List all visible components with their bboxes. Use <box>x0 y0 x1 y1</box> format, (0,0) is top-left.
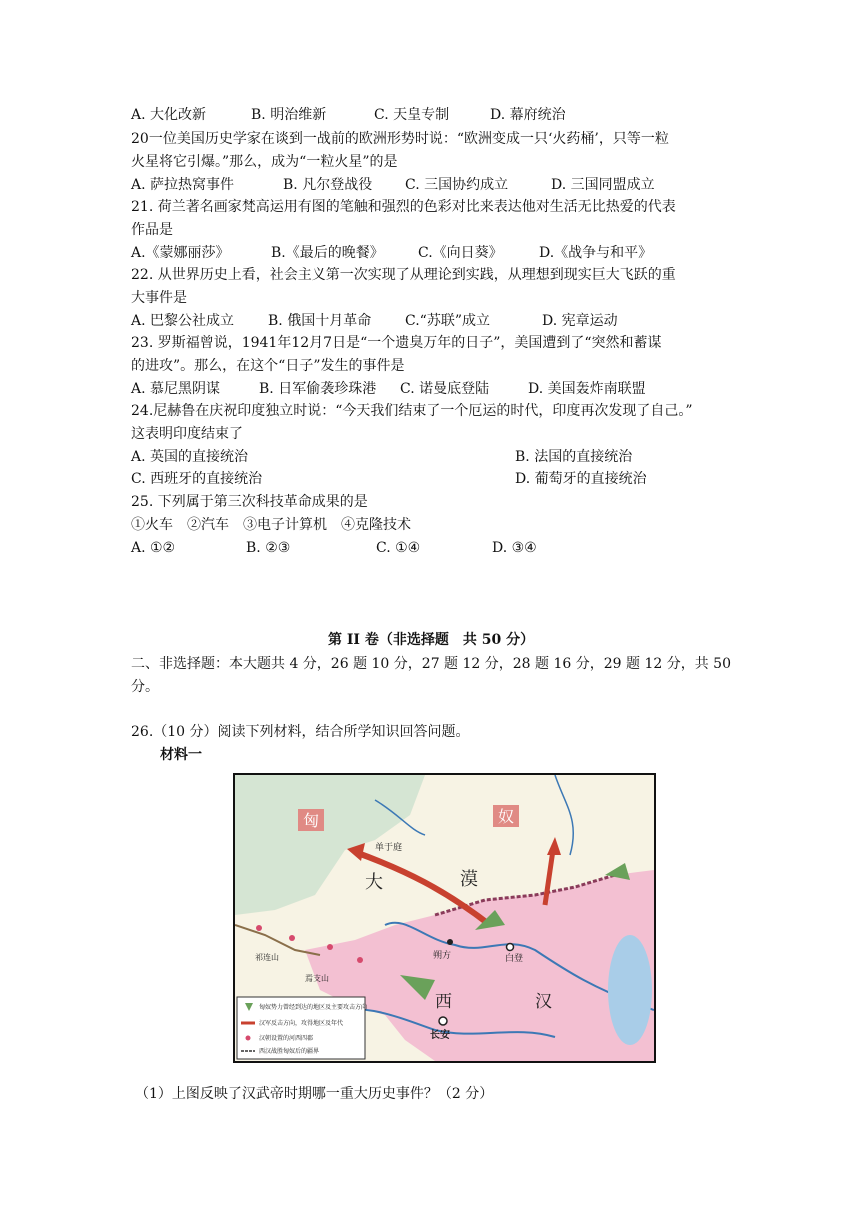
question-25-items: ①火车 ②汽车 ③电子计算机 ④克隆技术 <box>131 517 411 533</box>
option-d: D. ③④ <box>492 540 537 556</box>
city-baideng <box>507 944 514 951</box>
option-b: B. 俄国十月革命 <box>268 313 372 329</box>
part-2-title: 第 II 卷（非选择题 共 50 分） <box>328 632 535 648</box>
question-21-stem-cont: 作品是 <box>131 222 173 238</box>
legend-text-4: 西汉战胜匈奴后的疆界 <box>259 1048 320 1055</box>
map-label-yanzhi: 焉支山 <box>305 974 329 983</box>
question-25-stem: 25. 下列属于第三次科技革命成果的是 <box>131 494 368 510</box>
option-a: A. 英国的直接统治 <box>131 449 249 465</box>
map-label-qilian: 祁连山 <box>255 953 279 962</box>
option-d: D. 美国轰炸南联盟 <box>528 381 646 397</box>
question-21-stem: 21. 荷兰著名画家梵高运用有图的笔触和强烈的色彩对比来表达他对生活无比热爱的代表 <box>131 199 676 215</box>
q24-options-row1 <box>131 446 633 468</box>
question-20-stem: 20一位美国历史学家在谈到一战前的欧洲形势时说：“欧洲变成一只‘火药桶’，只等一粒 <box>131 131 669 147</box>
q23-options <box>131 378 646 400</box>
part-2-intro-cont: 分。 <box>131 679 159 695</box>
option-d: D. 葡萄牙的直接统治 <box>515 471 647 487</box>
map-label-mo: 漠 <box>460 869 478 890</box>
hexi-commandery-2 <box>289 935 295 941</box>
question-22-stem: 22. 从世界历史上看，社会主义第一次实现了从理论到实践，从理想到现实巨大飞跃的重 <box>131 267 676 283</box>
option-d: D. 宪章运动 <box>542 313 618 329</box>
hexi-commandery-4 <box>357 957 363 963</box>
option-c: C. 诺曼底登陆 <box>400 381 490 397</box>
option-d: D. 三国同盟成立 <box>551 177 655 193</box>
question-24-stem-cont: 这表明印度结束了 <box>131 426 243 442</box>
hexi-commandery-1 <box>256 925 262 931</box>
city-shuofang <box>447 939 453 945</box>
hexi-commandery-3 <box>327 944 333 950</box>
option-c: C. ①④ <box>376 540 421 556</box>
option-a: A. 萨拉热窝事件 <box>131 177 235 193</box>
question-23-stem: 23. 罗斯福曾说，1941年12月7日是“一个遗臭万年的日子”，美国遭到了“突然和蓄谋 <box>131 335 662 351</box>
option-a: A. ①② <box>131 540 176 556</box>
historical-map <box>233 773 656 1063</box>
q21-options <box>131 242 652 264</box>
q24-options-row2 <box>131 468 647 490</box>
map-label-baideng: 白登 <box>505 954 524 964</box>
q19-options <box>131 104 566 126</box>
q20-options <box>131 174 655 196</box>
option-d: D. 幕府统治 <box>490 107 566 123</box>
map-label-da: 大 <box>365 872 383 893</box>
material-label: 材料一 <box>160 747 202 763</box>
map-label-han: 汉 <box>535 992 552 1012</box>
map-label-xiong: 匈 <box>303 811 320 830</box>
option-a: A.《蒙娜丽莎》 <box>131 245 230 261</box>
option-c: C. 西班牙的直接统治 <box>131 471 263 487</box>
question-24-stem: 24.尼赫鲁在庆祝印度独立时说：“今天我们结束了一个厄运的时代，印度再次发现了自己。” <box>131 403 693 419</box>
legend-symbol-hexi <box>246 1036 251 1041</box>
legend-text-3: 汉朝设置的河西四郡 <box>259 1035 314 1042</box>
option-b: B. ②③ <box>246 540 291 556</box>
q25-options <box>131 537 537 559</box>
option-d: D.《战争与和平》 <box>539 245 653 261</box>
map-label-shuofang: 朔方 <box>433 951 452 961</box>
option-b: B. 法国的直接统治 <box>515 449 633 465</box>
question-23-stem-cont: 的进攻”。那么，在这个“日子”发生的事件是 <box>131 358 405 374</box>
question-26-stem: 26.（10 分）阅读下列材料，结合所学知识回答问题。 <box>131 724 470 740</box>
bohai-sea <box>608 935 652 1045</box>
legend-text-1: 匈奴势力曾经到达的地区及主要攻击方向 <box>259 1004 368 1011</box>
question-20-stem-cont: 火星将它引爆。”那么，成为“一粒火星”的是 <box>131 154 398 170</box>
option-b: B. 明治维新 <box>251 107 327 123</box>
option-a: A. 大化改新 <box>131 107 207 123</box>
part-2-intro: 二、非选择题：本大题共 4 分，26 题 10 分，27 题 12 分，28 题 16 分，29 题 12 分，共 50 <box>131 656 731 672</box>
question-26-sub1: （1）上图反映了汉武帝时期哪一重大历史事件？（2 分） <box>135 1086 494 1102</box>
option-c: C. 天皇专制 <box>374 107 450 123</box>
option-c: C.“苏联”成立 <box>405 313 490 329</box>
option-a: A. 巴黎公社成立 <box>131 313 235 329</box>
option-c: C. 三国协约成立 <box>405 177 509 193</box>
option-a: A. 慕尼黑阴谋 <box>131 381 221 397</box>
map-label-chanyu: 单于庭 <box>375 843 403 853</box>
option-c: C.《向日葵》 <box>418 245 503 261</box>
city-changan <box>439 1017 447 1025</box>
q22-options <box>131 310 618 332</box>
option-b: B. 日军偷袭珍珠港 <box>259 381 377 397</box>
map-label-xi: 西 <box>435 992 452 1012</box>
option-b: B.《最后的晚餐》 <box>271 245 384 261</box>
question-22-stem-cont: 大事件是 <box>131 290 187 306</box>
map-label-nu: 奴 <box>498 807 515 826</box>
option-b: B. 凡尔登战役 <box>283 177 373 193</box>
legend-text-2: 汉军反击方向，攻得地区及年代 <box>259 1020 344 1027</box>
map-label-changan: 长安 <box>430 1030 450 1041</box>
